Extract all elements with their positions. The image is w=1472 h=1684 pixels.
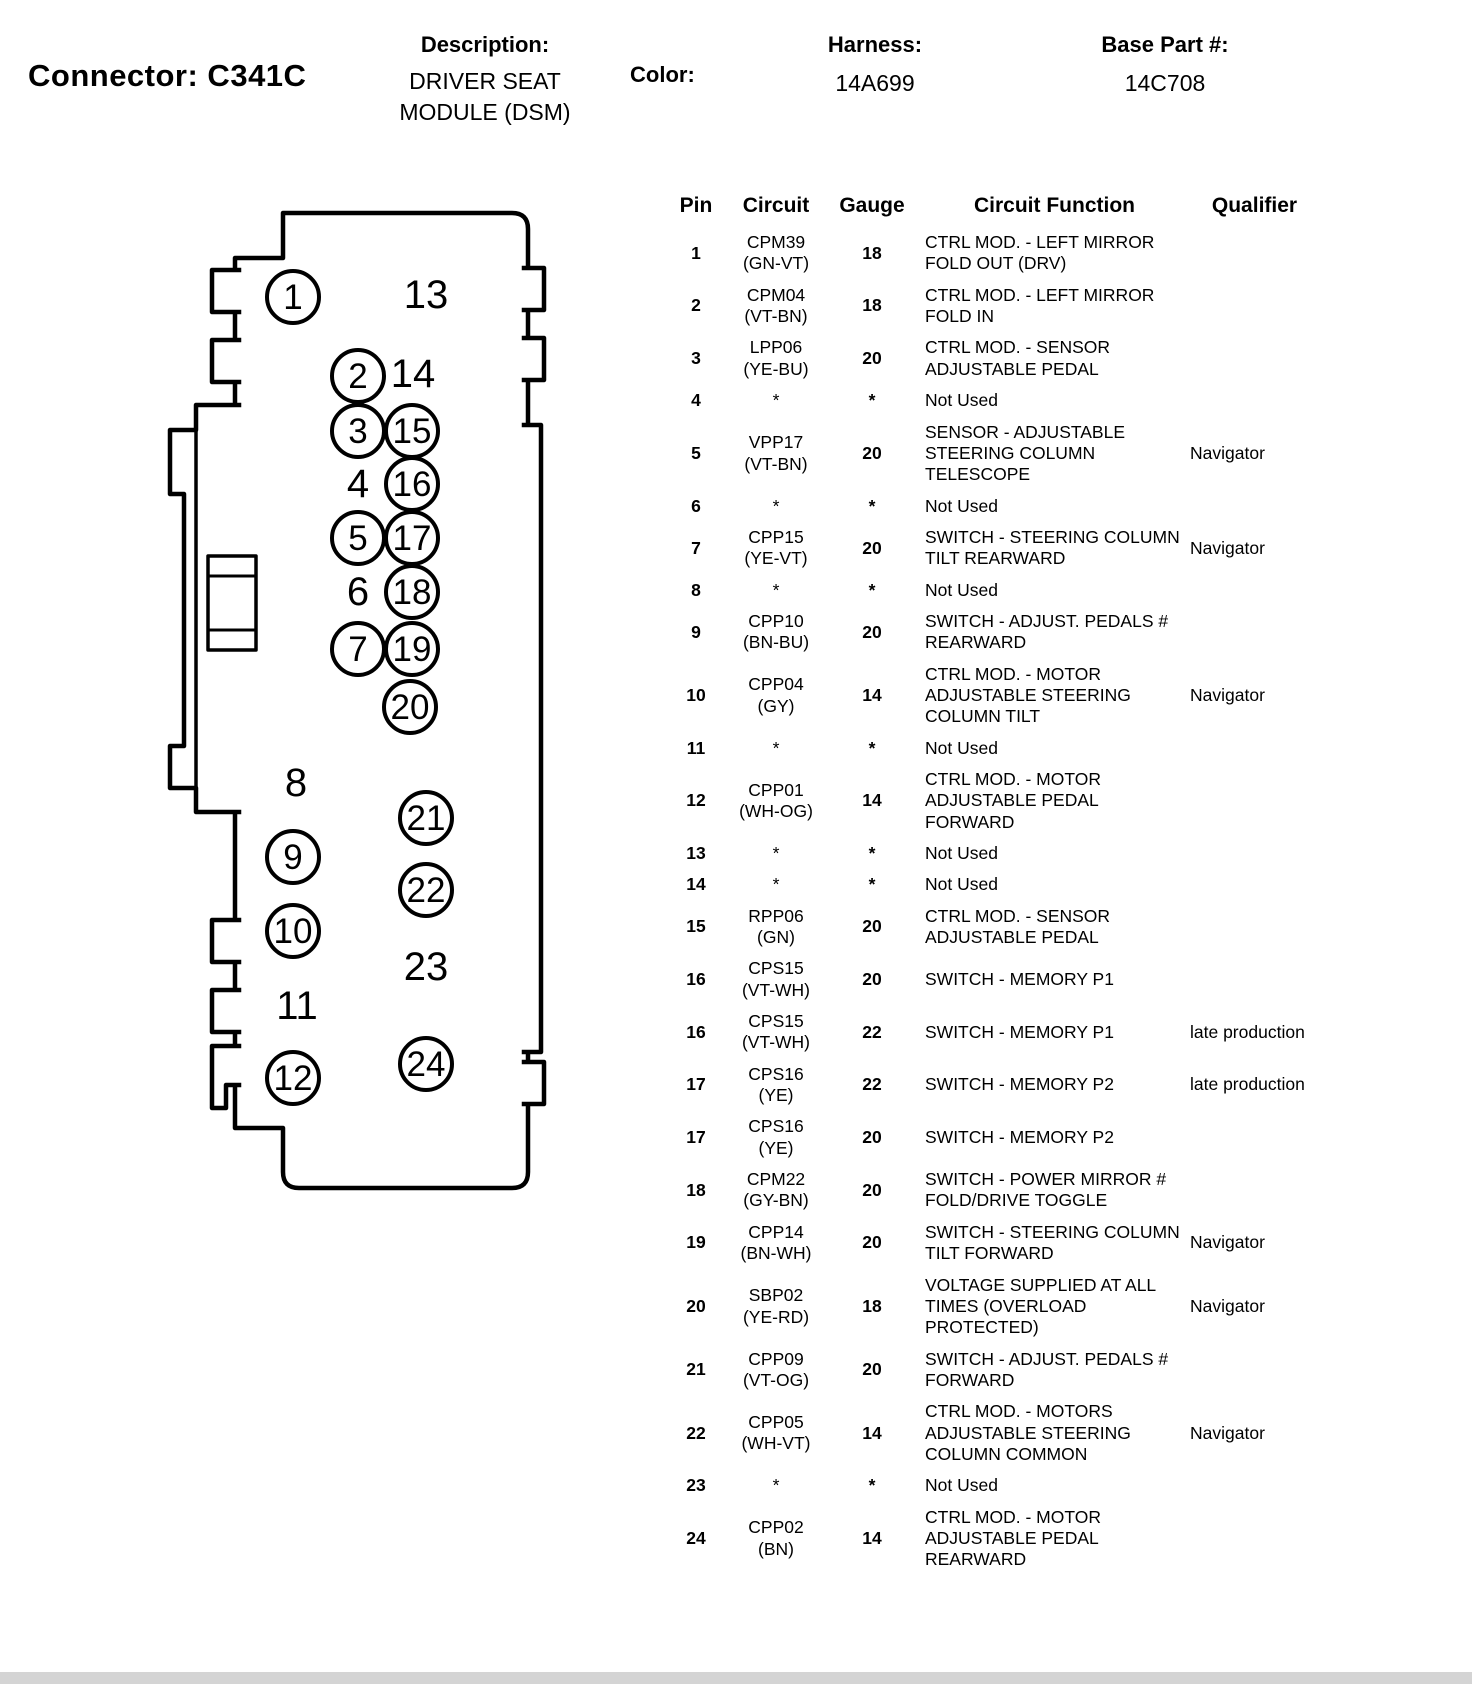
circuit-function-cell: CTRL MOD. - MOTOR ADJUSTABLE PEDAL FORWARD bbox=[925, 768, 1101, 832]
pinout-row bbox=[662, 1344, 1322, 1397]
circuit-cell: RPP06 (GN) bbox=[748, 905, 804, 948]
pin-number-cell: 21 bbox=[686, 1359, 706, 1380]
pinout-row bbox=[662, 1111, 1322, 1164]
gauge-cell: 18 bbox=[862, 295, 882, 316]
circuit-cell: CPM22 (GY-BN) bbox=[743, 1169, 809, 1211]
circuit-cell: * bbox=[772, 495, 780, 516]
circuit-function-cell: SWITCH - ADJUST. PEDALS # FORWARD bbox=[925, 1348, 1169, 1390]
circuit-cell: CPS16 (YE) bbox=[748, 1116, 804, 1158]
gauge-cell: * bbox=[868, 737, 876, 758]
circuit-cell: CPP02 (BN) bbox=[748, 1517, 804, 1559]
circuit-cell: CPM39 (GN-VT) bbox=[742, 232, 810, 274]
gauge-cell: 22 bbox=[862, 1021, 882, 1042]
circuit-function-cell: CTRL MOD. - LEFT MIRROR FOLD OUT (DRV) bbox=[925, 232, 1155, 274]
pinout-row bbox=[662, 606, 1322, 659]
circuit-function-cell: Not Used bbox=[925, 495, 998, 516]
pinout-row bbox=[662, 385, 1322, 416]
pin-number-cell: 10 bbox=[686, 684, 706, 705]
pinout-row bbox=[662, 869, 1322, 900]
pinout-row bbox=[662, 332, 1322, 385]
col-header-gauge: Gauge bbox=[839, 194, 905, 217]
pin-circle-17: 17 bbox=[384, 510, 440, 566]
pin-circle-5: 5 bbox=[330, 510, 386, 566]
pin-circle-19: 19 bbox=[384, 621, 440, 677]
qualifier-cell bbox=[1187, 606, 1322, 659]
circuit-cell: * bbox=[772, 843, 780, 863]
qualifier-cell bbox=[1187, 1470, 1322, 1501]
circuit-cell: CPP15 (YE-VT) bbox=[744, 526, 808, 569]
circuit-cell: CPP04 (GY) bbox=[748, 674, 804, 716]
pin-number-cell: 4 bbox=[691, 390, 701, 411]
circuit-function-cell: Not Used bbox=[925, 1475, 998, 1496]
pinout-row bbox=[662, 1502, 1322, 1576]
pinout-row bbox=[662, 280, 1322, 333]
connector-diagram bbox=[150, 190, 620, 1220]
qualifier-cell bbox=[1187, 1111, 1322, 1164]
pin-number-cell: 6 bbox=[691, 495, 701, 516]
pin-label-13: 13 bbox=[403, 273, 449, 317]
gauge-cell: 20 bbox=[862, 348, 882, 369]
pin-number-cell: 19 bbox=[686, 1232, 706, 1253]
page-bottom-strip bbox=[0, 1672, 1472, 1684]
circuit-cell: LPP06 (YE-BU) bbox=[743, 337, 809, 379]
circuit-cell: VPP17 (VT-BN) bbox=[744, 432, 808, 474]
pinout-row bbox=[662, 491, 1322, 522]
qualifier-cell: Navigator bbox=[1190, 1422, 1265, 1443]
pinout-row bbox=[662, 659, 1322, 733]
pin-number-cell: 12 bbox=[686, 790, 706, 811]
pinout-row bbox=[662, 1396, 1322, 1470]
circuit-cell: CPS15 (VT-WH) bbox=[741, 958, 811, 1000]
gauge-cell: 20 bbox=[862, 537, 882, 558]
pin-circle-12: 12 bbox=[265, 1050, 321, 1106]
pinout-row bbox=[662, 1164, 1322, 1217]
col-header-circuit-function: Circuit Function bbox=[974, 194, 1135, 217]
pin-number-cell: 11 bbox=[686, 737, 706, 758]
pin-circle-2: 2 bbox=[330, 348, 386, 404]
connector-title: Connector: C341C bbox=[28, 58, 307, 93]
qualifier-cell bbox=[1187, 1502, 1322, 1576]
pinout-row bbox=[662, 227, 1322, 280]
pin-number-cell: 17 bbox=[686, 1127, 706, 1148]
pin-circle-7: 7 bbox=[330, 621, 386, 677]
col-header-pin: Pin bbox=[679, 194, 713, 217]
circuit-cell: CPM04 (VT-BN) bbox=[744, 284, 808, 327]
pin-number-cell: 15 bbox=[686, 916, 706, 937]
circuit-function-cell: Not Used bbox=[925, 843, 998, 863]
pin-number-cell: 3 bbox=[691, 348, 701, 369]
harness-value: 14A699 bbox=[835, 70, 915, 97]
circuit-function-cell: SENSOR - ADJUSTABLE STEERING COLUMN TELESCOPE bbox=[925, 421, 1126, 485]
qualifier-cell bbox=[1187, 953, 1322, 1006]
qualifier-cell bbox=[1187, 332, 1322, 385]
circuit-function-cell: CTRL MOD. - LEFT MIRROR FOLD IN bbox=[925, 284, 1155, 327]
pin-label-11: 11 bbox=[276, 984, 318, 1028]
description-block bbox=[385, 32, 585, 128]
circuit-cell: * bbox=[772, 874, 780, 895]
pinout-row bbox=[662, 838, 1322, 869]
circuit-function-cell: SWITCH - MEMORY P2 bbox=[925, 1127, 1114, 1148]
gauge-cell: 20 bbox=[862, 1232, 882, 1253]
gauge-cell: 20 bbox=[862, 1179, 882, 1200]
gauge-cell: 20 bbox=[862, 442, 882, 463]
qualifier-cell bbox=[1187, 385, 1322, 416]
circuit-cell: * bbox=[772, 579, 780, 600]
pinout-row bbox=[662, 1470, 1322, 1501]
circuit-function-cell: Not Used bbox=[925, 579, 998, 600]
circuit-function-cell: SWITCH - STEERING COLUMN TILT REARWARD bbox=[925, 526, 1180, 569]
gauge-cell: 14 bbox=[862, 790, 882, 811]
pinout-row bbox=[662, 1217, 1322, 1270]
gauge-cell: 20 bbox=[862, 621, 882, 642]
circuit-function-cell: SWITCH - ADJUST. PEDALS # REARWARD bbox=[925, 610, 1169, 653]
pinout-row bbox=[662, 1059, 1322, 1112]
qualifier-cell bbox=[1187, 901, 1322, 954]
pin-number-cell: 24 bbox=[686, 1527, 706, 1548]
qualifier-cell bbox=[1187, 1164, 1322, 1217]
qualifier-cell bbox=[1187, 733, 1322, 764]
circuit-cell: * bbox=[772, 390, 780, 411]
pin-circle-15: 15 bbox=[384, 403, 440, 459]
gauge-cell: 14 bbox=[862, 1422, 882, 1443]
qualifier-cell bbox=[1187, 280, 1322, 333]
qualifier-cell bbox=[1187, 764, 1322, 838]
gauge-cell: 20 bbox=[862, 1127, 882, 1148]
gauge-cell: * bbox=[868, 843, 876, 863]
gauge-cell: 14 bbox=[862, 1527, 882, 1548]
qualifier-cell: Navigator bbox=[1190, 1232, 1265, 1253]
table-header-row bbox=[662, 192, 1322, 227]
gauge-cell: 20 bbox=[862, 916, 882, 937]
gauge-cell: * bbox=[868, 874, 876, 895]
circuit-function-cell: Not Used bbox=[925, 874, 998, 895]
pin-label-8: 8 bbox=[284, 761, 308, 805]
pin-circle-16: 16 bbox=[384, 456, 440, 512]
circuit-cell: CPS15 (VT-WH) bbox=[741, 1011, 811, 1053]
circuit-function-cell: SWITCH - MEMORY P2 bbox=[925, 1074, 1114, 1095]
pin-circle-9: 9 bbox=[265, 829, 321, 885]
pinout-table-wrap bbox=[662, 192, 1442, 1576]
pin-label-14: 14 bbox=[390, 352, 436, 396]
circuit-function-cell: VOLTAGE SUPPLIED AT ALL TIMES (OVERLOAD PROTECTED) bbox=[925, 1274, 1156, 1338]
circuit-function-cell: SWITCH - MEMORY P1 bbox=[925, 1021, 1114, 1042]
pinout-row bbox=[662, 1006, 1322, 1059]
gauge-cell: 20 bbox=[862, 1359, 882, 1380]
pin-number-cell: 22 bbox=[686, 1422, 706, 1443]
pinout-row bbox=[662, 417, 1322, 491]
qualifier-cell bbox=[1187, 491, 1322, 522]
circuit-cell: CPP09 (VT-OG) bbox=[742, 1348, 810, 1390]
pin-circle-1: 1 bbox=[265, 269, 321, 325]
gauge-cell: * bbox=[868, 390, 876, 411]
pin-circle-10: 10 bbox=[265, 903, 321, 959]
pin-circle-20: 20 bbox=[382, 679, 438, 735]
pin-label-23: 23 bbox=[403, 945, 449, 989]
pin-circle-3: 3 bbox=[330, 403, 386, 459]
pinout-row bbox=[662, 901, 1322, 954]
circuit-cell: CPS16 (YE) bbox=[748, 1063, 804, 1106]
pinout-table bbox=[662, 192, 1322, 1576]
qualifier-cell: Navigator bbox=[1190, 537, 1265, 558]
pin-number-cell: 13 bbox=[686, 843, 706, 863]
pin-number-cell: 7 bbox=[691, 537, 701, 558]
pin-number-cell: 14 bbox=[686, 874, 706, 895]
base-part-value: 14C708 bbox=[1124, 70, 1206, 97]
pin-number-cell: 17 bbox=[686, 1074, 706, 1095]
base-part-block bbox=[1075, 32, 1255, 99]
pinout-table-body bbox=[662, 227, 1322, 1576]
pin-label-6: 6 bbox=[346, 570, 370, 614]
color-block bbox=[630, 62, 720, 98]
circuit-function-cell: CTRL MOD. - MOTOR ADJUSTABLE STEERING COLUMN TILT bbox=[925, 663, 1131, 727]
pin-circle-18: 18 bbox=[384, 564, 440, 620]
circuit-function-cell: CTRL MOD. - MOTOR ADJUSTABLE PEDAL REARWARD bbox=[925, 1506, 1101, 1570]
pin-number-cell: 16 bbox=[686, 969, 706, 990]
gauge-cell: 18 bbox=[862, 1295, 882, 1316]
circuit-function-cell: SWITCH - STEERING COLUMN TILT FORWARD bbox=[925, 1221, 1180, 1264]
circuit-function-cell: Not Used bbox=[925, 390, 998, 411]
circuit-function-cell: CTRL MOD. - SENSOR ADJUSTABLE PEDAL bbox=[925, 905, 1111, 948]
gauge-cell: 20 bbox=[862, 969, 882, 990]
qualifier-cell: late production bbox=[1190, 1021, 1305, 1042]
qualifier-cell bbox=[1187, 869, 1322, 900]
pin-label-4: 4 bbox=[346, 462, 370, 506]
gauge-cell: 22 bbox=[862, 1074, 882, 1095]
base-part-label: Base Part #: bbox=[1101, 32, 1229, 57]
gauge-cell: * bbox=[868, 1475, 876, 1496]
pin-circle-24: 24 bbox=[398, 1036, 454, 1092]
qualifier-cell: late production bbox=[1190, 1074, 1305, 1095]
pin-layer bbox=[150, 190, 620, 1220]
gauge-cell: 18 bbox=[862, 242, 882, 263]
pin-number-cell: 8 bbox=[691, 579, 701, 600]
pin-number-cell: 2 bbox=[691, 295, 701, 316]
circuit-function-cell: CTRL MOD. - SENSOR ADJUSTABLE PEDAL bbox=[925, 337, 1111, 379]
pin-circle-22: 22 bbox=[398, 862, 454, 918]
circuit-function-cell: SWITCH - POWER MIRROR # FOLD/DRIVE TOGGLE bbox=[925, 1169, 1167, 1211]
gauge-cell: 14 bbox=[862, 684, 882, 705]
circuit-cell: * bbox=[772, 1475, 780, 1496]
pin-number-cell: 9 bbox=[691, 621, 701, 642]
gauge-cell: * bbox=[868, 579, 876, 600]
harness-block bbox=[795, 32, 955, 99]
circuit-cell: CPP10 (BN-BU) bbox=[742, 610, 810, 653]
pinout-row bbox=[662, 522, 1322, 575]
pinout-row bbox=[662, 733, 1322, 764]
col-header-qualifier: Qualifier bbox=[1211, 194, 1298, 217]
qualifier-cell bbox=[1187, 1344, 1322, 1397]
pin-number-cell: 20 bbox=[686, 1295, 706, 1316]
circuit-cell: * bbox=[772, 737, 780, 758]
pin-number-cell: 5 bbox=[691, 442, 701, 463]
pin-number-cell: 1 bbox=[691, 242, 701, 263]
circuit-cell: CPP05 (WH-VT) bbox=[741, 1411, 811, 1454]
description-label: Description: bbox=[420, 32, 550, 57]
description-value: DRIVER SEAT MODULE (DSM) bbox=[399, 68, 571, 126]
circuit-cell: SBP02 (YE-RD) bbox=[742, 1285, 810, 1327]
gauge-cell: * bbox=[868, 495, 876, 516]
harness-label: Harness: bbox=[827, 32, 923, 57]
circuit-function-cell: SWITCH - MEMORY P1 bbox=[925, 969, 1114, 990]
color-label: Color: bbox=[630, 62, 695, 87]
pin-number-cell: 23 bbox=[686, 1475, 706, 1496]
circuit-function-cell: CTRL MOD. - MOTORS ADJUSTABLE STEERING COLUMN COMMON bbox=[925, 1401, 1131, 1464]
pin-number-cell: 16 bbox=[686, 1021, 706, 1042]
circuit-function-cell: Not Used bbox=[925, 737, 998, 758]
pin-circle-21: 21 bbox=[398, 790, 454, 846]
col-header-circuit: Circuit bbox=[742, 194, 810, 217]
pinout-row bbox=[662, 1270, 1322, 1344]
pinout-row bbox=[662, 953, 1322, 1006]
pinout-row bbox=[662, 575, 1322, 606]
circuit-cell: CPP01 (WH-OG) bbox=[739, 779, 813, 821]
qualifier-cell: Navigator bbox=[1190, 442, 1265, 463]
qualifier-cell bbox=[1187, 838, 1322, 869]
qualifier-cell: Navigator bbox=[1190, 1295, 1265, 1316]
circuit-cell: CPP14 (BN-WH) bbox=[740, 1221, 812, 1264]
qualifier-cell bbox=[1187, 227, 1322, 280]
pinout-row bbox=[662, 764, 1322, 838]
qualifier-cell: Navigator bbox=[1190, 684, 1265, 705]
qualifier-cell bbox=[1187, 575, 1322, 606]
pin-number-cell: 18 bbox=[686, 1179, 706, 1200]
